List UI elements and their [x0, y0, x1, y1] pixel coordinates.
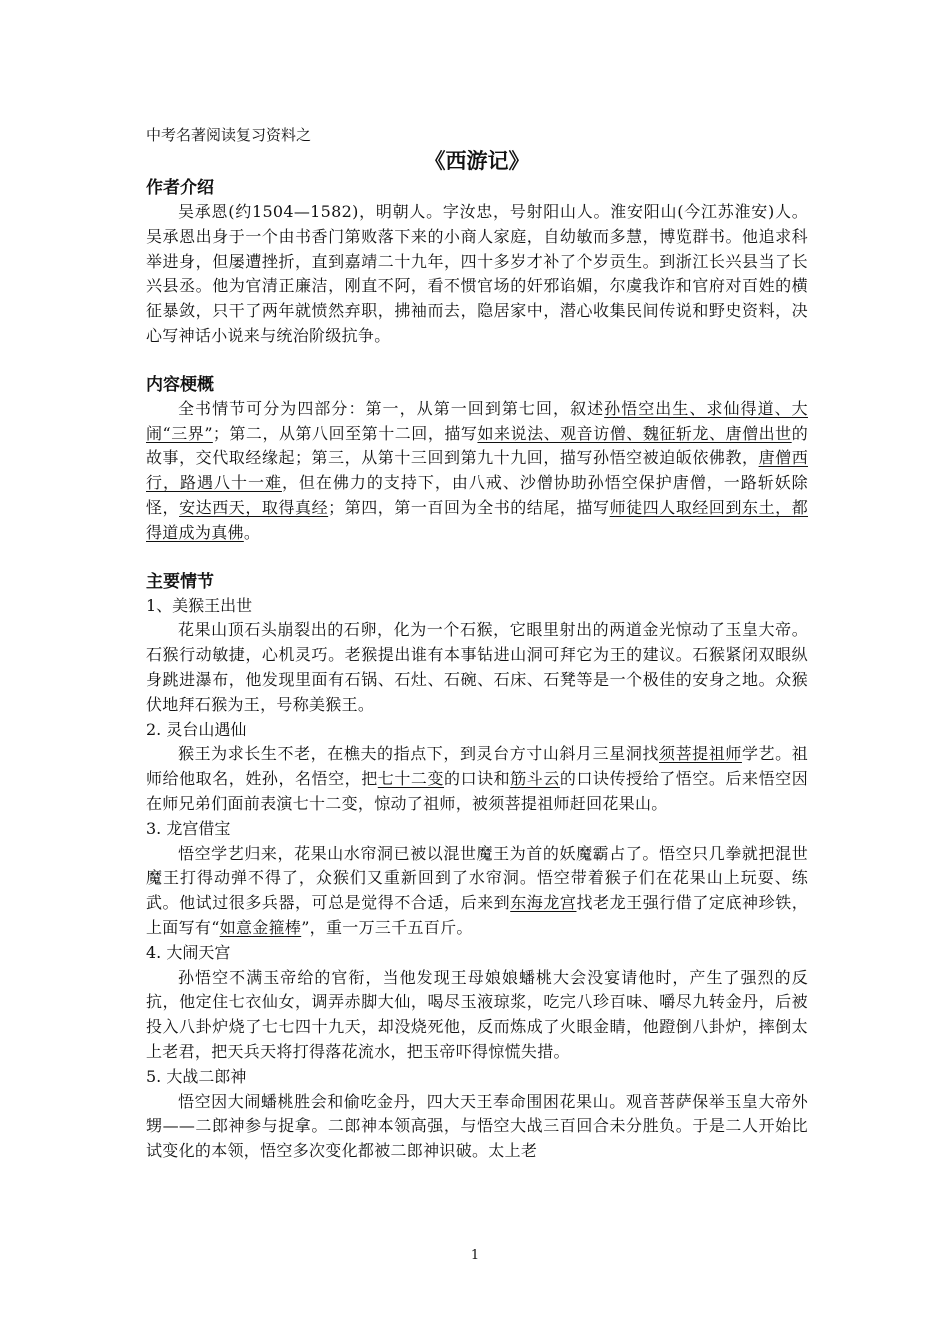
section-paragraph: 花果山顶石头崩裂出的石卵，化为一个石猴，它眼里射出的两道金光惊动了玉皇大帝。石猴行动敏捷，心机灵巧。老猴提出谁有本事钻进山洞可拜它为王的建议。石猴紧闭双眼纵身跳进瀑布，他发现里面有石锅、石灶、石碗、石床、石凳等是一个极佳的安身之地。众猴伏地拜石猴为王，号称美猴王。: [146, 620, 808, 714]
author-heading: 作者介绍: [146, 178, 214, 198]
author-paragraph: 吴承恩(约1504—1582)，明朝人。字汝忠，号射阳山人。淮安阳山(今江苏淮安)人。吴承恩出身于一个由书香门第败落下来的小商人家庭，自幼敏而多慧，博览群书。他追求科举进身，但屡遭挫折，直到嘉靖二十九年，四十多岁才补了个岁贡生。到浙江长兴县当了长兴县丞。他为官清正廉洁，刚直不阿，看不惯官场的奸邪谄媚，尔虞我诈和官府对百姓的横征暴敛，只干了两年就愤然弃职，拂袖而去，隐居家中，潜心收集民间传说和野史资料，决心写神话小说来与统治阶级抗争。: [146, 202, 808, 345]
section-text: ”，重一万三千五百斤。: [301, 917, 473, 937]
page-number: 1: [470, 1248, 480, 1263]
section-text: 的口诀传授给了悟空。后来悟空因在师兄弟们面前表演七十二变，惊动了祖师，被须菩提祖师赶回花果山。: [146, 769, 809, 813]
section-paragraph: [146, 742, 808, 816]
summary-text: ；第二，从第八回至第十二回，描写: [212, 423, 478, 443]
section-text: 的口诀和: [444, 769, 511, 789]
section-underlined: 须菩提祖师: [659, 744, 742, 764]
summary-underlined: 师徒四人取经回到东土，都得道成为真佛: [146, 497, 809, 542]
summary-text: ；第四，第一百回为全书的结尾，描写: [328, 497, 610, 517]
section-text: 猴王为求长生不老，在樵夫的指点下，到灵台方寸山斜月三星洞找: [178, 744, 659, 764]
summary-heading: 内容梗概: [146, 374, 214, 395]
section-title: 4. 大闹天宫: [146, 942, 231, 962]
summary-text: 。: [243, 522, 261, 542]
section-paragraph: 孙悟空不满玉帝给的官衔，当他发现王母娘娘蟠桃大会没宴请他时，产生了强烈的反抗，他定住七衣仙女，调弄赤脚大仙，喝尽玉液琼浆，吃完八珍百味、嚼尽九转金丹，后被投入八卦炉烧了七七四十九天，却没烧死他，反而炼成了火眼金睛，他蹬倒八卦炉，摔倒太上老君，把天兵天将打得落花流水，把玉帝吓得惊慌失措。: [146, 967, 808, 1061]
section-title: 1、美猴王出世: [146, 595, 253, 615]
section-underlined: 东海龙宫: [510, 893, 577, 913]
summary-text: 的故事，交代取经缘起；第三，从第十三回到第九十九回，描写孙悟空被迫皈依佛教，: [146, 423, 808, 468]
section-underlined: 如意金箍棒: [219, 917, 302, 937]
summary-text: 全书情节可分为四部分：第一，从第一回到第七回，叙述: [178, 398, 605, 418]
plot-heading: 主要情节: [146, 571, 214, 592]
section-underlined: 筋斗云: [510, 769, 560, 789]
document-title: 《西游记》: [424, 149, 530, 173]
section-paragraph: [146, 842, 808, 941]
section-title: 5. 大战二郎神: [146, 1066, 247, 1086]
summary-underlined: 唐僧西行，路遇八十一难: [146, 448, 808, 493]
section-title: 2. 灵台山遇仙: [146, 719, 247, 739]
section-text: 找老龙王强行借了定底神珍铁，上面写有“: [146, 893, 808, 937]
section-title: 3. 龙宫借宝: [146, 818, 231, 838]
summary-underlined: 孙悟空出生、求仙得道、大闹“三界”: [146, 398, 808, 443]
section-paragraph: 悟空因大闹蟠桃胜会和偷吃金丹，四大天王奉命围困花果山。观音菩萨保举玉皇大帝外甥——二郎神参与捉拿。二郎神本领高强，与悟空大战三百回合未分胜负。于是二人开始比试变化的本领，悟空多次变化都被二郎神识破。太上老: [146, 1091, 808, 1161]
summary-paragraph: [146, 397, 808, 546]
summary-underlined: 安达西天，取得真经: [179, 497, 329, 517]
document-subtitle: 中考名著阅读复习资料之: [146, 126, 312, 144]
spacer: [146, 349, 808, 373]
section-underlined: 七十二变: [377, 769, 445, 789]
summary-underlined: 如来说法、观音访僧、魏征斩龙、唐僧出世: [477, 423, 792, 443]
section-text: 学艺。祖师给他取名，姓孙，名悟空，把: [146, 744, 808, 789]
summary-text: ，但在佛力的支持下，由八戒、沙僧协助孙悟空保护唐僧，一路斩妖除怪，: [146, 473, 808, 517]
spacer: [146, 546, 808, 570]
section-text: 悟空学艺归来，花果山水帘洞已被以混世魔王为首的妖魔霸占了。悟空只几拳就把混世魔王打得动弹不得了，众猴们又重新回到了水帘洞。悟空带着猴子们在花果山上玩耍、练武。他试过很多兵器，可总是觉得不合适，后来到: [146, 843, 808, 913]
document-body: [146, 124, 808, 1164]
